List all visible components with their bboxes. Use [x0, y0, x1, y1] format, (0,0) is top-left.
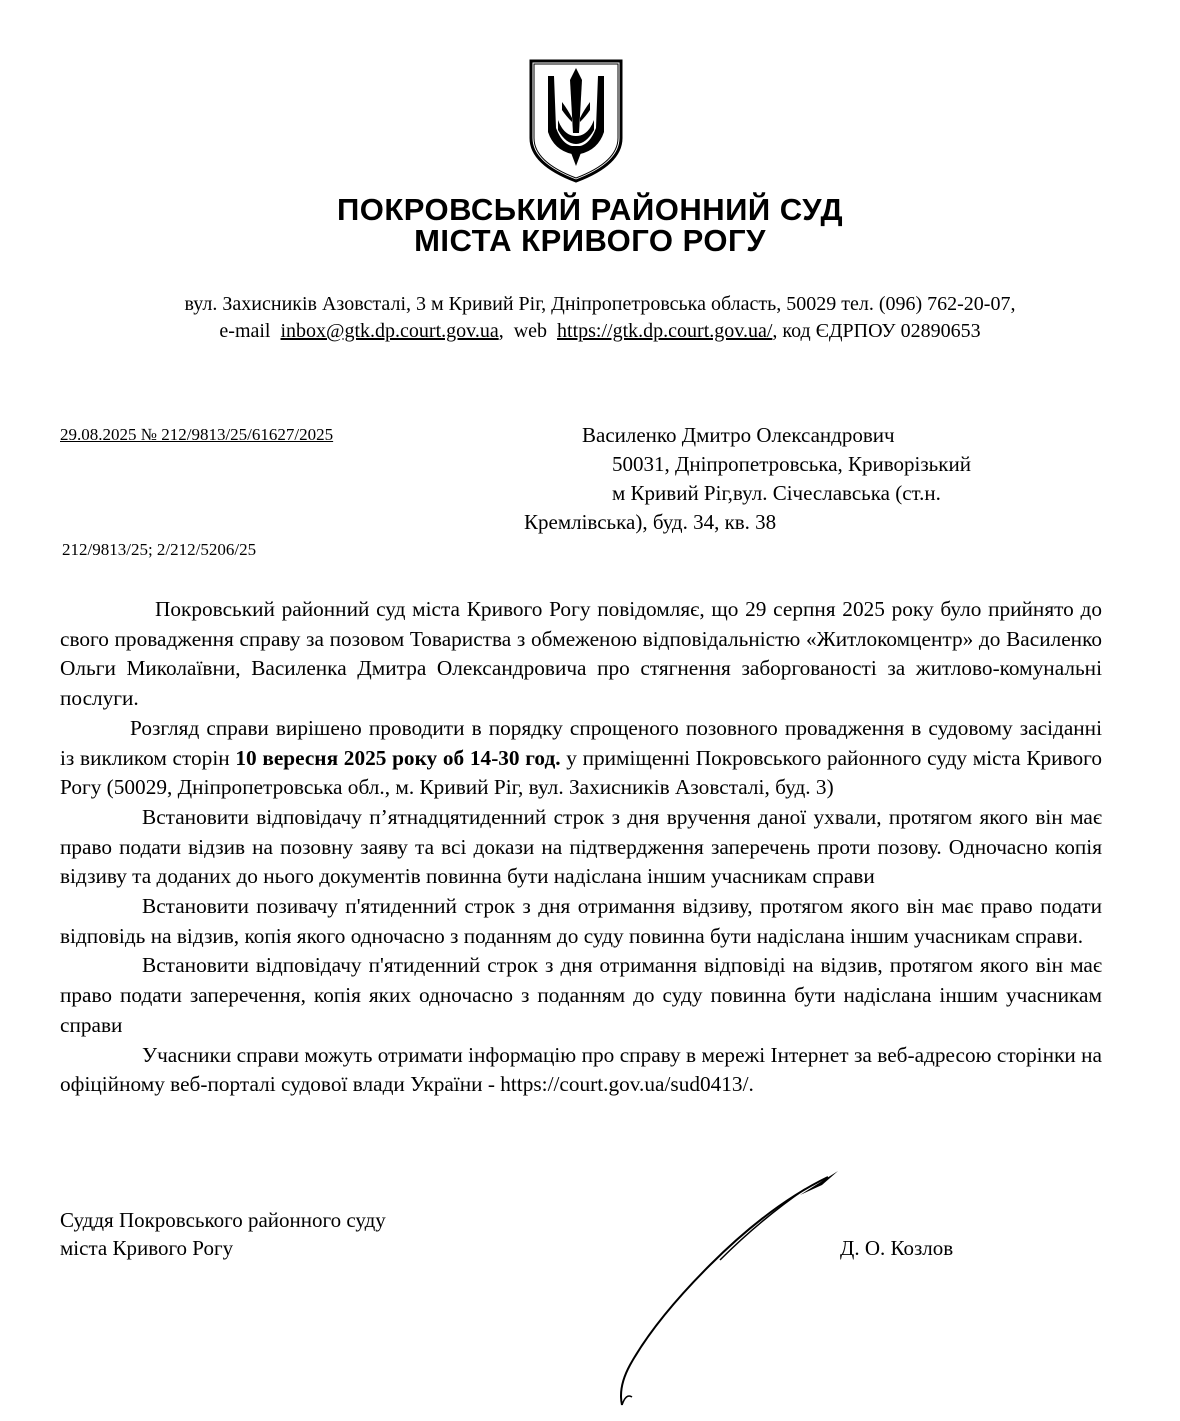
paragraph-objections: Встановити відповідачу п'ятиденний строк з дня отримання відповіді на відзив, протягом якого він має право подати заперечення, копія яких одночасно з поданням до суду повинна бути надіслана іншим учасникам справи — [60, 953, 1102, 1037]
letter-body — [60, 595, 1102, 1100]
paragraph-notice: Покровський районний суд міста Кривого Рогу повідомляє, що 29 серпня 2025 року було прийнято до свого провадження справу за позовом Товариства з обмеженою відповідальністю «Житлокомцентр» до Василенко Ольги Миколаївни, Василенка Дмитра Олександровича про стягнення заборгованості за житлово-комунальні послуги. — [60, 597, 1102, 711]
case-numbers: 212/9813/25; 2/212/5206/25 — [62, 540, 257, 559]
recipient-address-line3: Кремлівська), буд. 34, кв. 38 — [524, 510, 777, 534]
court-address: вул. Захисників Азовсталі, 3 м Кривий Ріг, Дніпропетровська область, 50029 тел. (096) 762-20-07, — [184, 293, 1016, 315]
court-name-line2: МІСТА КРИВОГО РОГУ — [414, 223, 766, 258]
outgoing-number: 29.08.2025 № 212/9813/25/61627/2025 — [60, 425, 334, 444]
recipient-name: Василенко Дмитро Олександрович — [582, 423, 895, 447]
hearing-text-start: Розгляд справи вирішено проводити в порядку спрощеного позовного провадження в судовому засіданні із викликом сторін — [60, 715, 1102, 770]
judge-name: Д. О. Козлов — [840, 1236, 954, 1260]
email-link[interactable]: inbox@gtk.dp.court.gov.ua — [280, 320, 499, 342]
paragraph-hearing — [60, 714, 1102, 803]
judge-position-line1: Суддя Покровського районного суду — [60, 1208, 386, 1232]
web-link[interactable]: https://gtk.dp.court.gov.ua/ — [557, 320, 773, 342]
email-label: e-mail — [219, 320, 271, 342]
paragraph-info-url: Учасники справи можуть отримати інформацію про справу в мережі Інтернет за веб-адресою сторінки на офіційному веб-порталі судової влади України - https://court.gov.ua/sud0413/. — [60, 1042, 1102, 1097]
web-label: web — [513, 320, 548, 342]
judge-position-line2: міста Кривого Рогу — [60, 1236, 234, 1260]
handwritten-signature — [560, 1165, 850, 1410]
paragraph-plaintiff-reply: Встановити позивачу п'ятиденний строк з дня отримання відзиву, протягом якого він має право подати відповідь на відзив, копія якого одночасно з поданням до суду повинна бути надіслана іншим учасникам справи. — [60, 894, 1102, 948]
court-name-line1: ПОКРОВСЬКИЙ РАЙОННИЙ СУД — [336, 192, 844, 227]
hearing-text-end: у приміщенні Покровського районного суду міста Кривого Рогу (50029, Дніпропетровська обл., м. Кривий Ріг, вул. Захисників Азовсталі, буд. 3) — [60, 745, 1102, 800]
hearing-date: 10 вересня 2025 року об 14-30 год. — [235, 745, 561, 770]
paragraph-defendant-response: Встановити відповідачу п’ятнадцятиденний строк з дня вручення даної ухвали, протягом якого він має право подати відзив на позовну заяву та всі докази на підтвердження заперечень проти позову. Одночасно копія відзиву та доданих до нього документів повинна бути надіслана іншим учасникам справи — [60, 804, 1102, 889]
court-contacts: e-mail inbox@gtk.dp.court.gov.ua, web https://gtk.dp.court.gov.ua/, код ЄДРПОУ 02890653 — [219, 320, 981, 342]
recipient-address-line2: м Кривий Ріг,вул. Січеславська (ст.н. — [612, 481, 941, 505]
recipient-address-line1: 50031, Дніпропетровська, Криворізький — [612, 452, 971, 476]
trident-coat-of-arms-icon — [528, 58, 624, 184]
edrpou-code: , код ЄДРПОУ 02890653 — [772, 320, 981, 342]
